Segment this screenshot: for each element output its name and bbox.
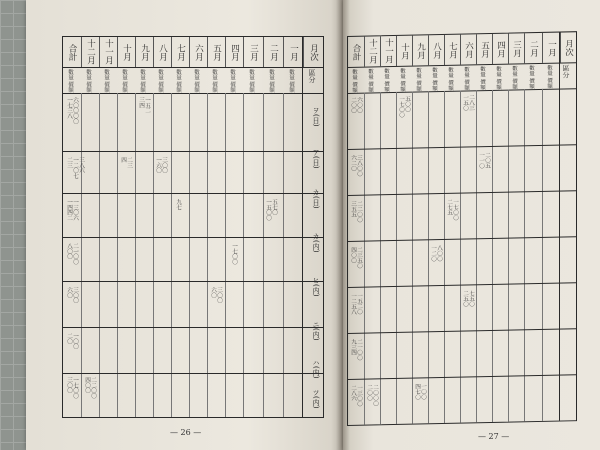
row-divider <box>63 193 323 194</box>
cell-value: 二三五〇 四〇〇 <box>350 246 362 269</box>
col-divider <box>99 93 100 417</box>
cell-value: 五〇〇 一七〇〇 <box>398 95 410 118</box>
cell-value: 二一〇〇 八〇〇 <box>66 243 78 265</box>
row-label-1: ヲ(日) <box>312 107 320 127</box>
col-divider <box>508 90 509 422</box>
left-header-month-3: 三月 <box>243 37 263 67</box>
sub-header-m4: 數量 價額 <box>495 65 501 90</box>
right-label-header: 區分 <box>562 64 570 79</box>
row-label-2: ア(日) <box>312 149 320 169</box>
cell-value: 一〇〇 二〇 <box>66 333 78 350</box>
cell-value: 三〇〇 一六〇 <box>155 157 167 174</box>
right-header-month-10: 十月 <box>396 36 412 66</box>
right-row-label-column <box>559 32 576 420</box>
sub-header-m8: 數量 價額 <box>157 69 163 93</box>
left-header-month-6: 六月 <box>189 37 207 67</box>
cell-value: 一七〇〇 <box>231 243 237 265</box>
cell-value: 一三〇〇 二八六 <box>350 384 362 407</box>
cell-value: 三八六 一二〇七 二三 <box>66 157 84 179</box>
right-header-month-11: 十一月 <box>380 36 396 66</box>
col-divider <box>444 91 445 423</box>
sub-header-m10: 數量 價額 <box>121 69 127 93</box>
col-divider <box>364 93 365 425</box>
col-divider <box>412 92 413 424</box>
right-header-month-3: 三月 <box>508 33 524 63</box>
row-divider <box>63 281 323 282</box>
sub-header-m5: 數量 價額 <box>211 69 217 93</box>
cell-value: 三〇〇 六〇 <box>66 287 78 304</box>
sub-header-total: 數量 價額 <box>351 68 357 93</box>
right-header-month-6: 六月 <box>460 34 476 64</box>
right-header-total: 合計 <box>351 43 361 61</box>
col-divider <box>428 91 429 423</box>
col-divider <box>225 93 226 417</box>
left-header-month-11: 十一月 <box>99 37 117 67</box>
col-divider <box>207 93 208 417</box>
cell-value: 二三 四 <box>120 157 132 168</box>
row-label-6: ニ(内) <box>312 321 320 341</box>
right-page-number: — 27 — <box>478 432 510 441</box>
cell-value: 一七〇〇 三〇〇 <box>66 377 78 399</box>
sub-header-m2: 數量 價額 <box>528 65 534 89</box>
row-label-4: カ(内) <box>312 233 320 253</box>
cell-value: 三〇〇 六〇 <box>210 287 222 304</box>
sub-header-m9: 數量 價額 <box>415 67 421 92</box>
sub-header-m7: 數量 價額 <box>447 66 453 91</box>
left-statistics-table <box>62 36 324 418</box>
col-divider <box>171 93 172 417</box>
cell-value: 七五〇 二五〇 <box>462 290 474 307</box>
right-header-month-12: 十二月 <box>364 36 380 66</box>
col-divider <box>283 93 284 417</box>
col-divider <box>492 90 493 422</box>
sub-header-m11: 數量 價額 <box>103 69 109 93</box>
left-quantity-value-subheader <box>63 67 323 94</box>
sub-header-m4: 數量 價額 <box>229 69 235 93</box>
left-header-category: 月次 <box>303 37 323 67</box>
cell-value: 二二〇〇 四〇〇 <box>84 377 96 399</box>
row-label-7: ハ(内) <box>312 359 320 379</box>
cell-value: 一七〇〇 二七五 <box>446 198 458 221</box>
right-header-month-4: 四月 <box>492 34 508 64</box>
cell-value: 六〇〇〇〇 一七三八 <box>66 97 78 124</box>
cell-value: 一三〇六 一四四二 <box>66 199 78 221</box>
cell-value: 二〇〇〇 二〇〇 <box>366 384 378 407</box>
sub-header-m12: 數量 價額 <box>367 68 373 93</box>
cell-value: 六〇〇 二〇〇 <box>350 96 362 114</box>
sub-header-m10: 數量 價額 <box>399 67 405 92</box>
col-divider <box>189 93 190 417</box>
col-divider <box>81 93 82 417</box>
col-divider <box>460 91 461 423</box>
left-header-month-7: 七月 <box>171 37 189 67</box>
col-divider <box>476 90 477 422</box>
right-header-month-9: 九月 <box>412 35 428 65</box>
sub-header-m9: 數量 價額 <box>139 69 145 93</box>
left-header-month-1: 一月 <box>283 37 303 67</box>
col-divider <box>153 93 154 417</box>
sub-header-m1: 數量 價額 <box>546 64 552 89</box>
row-label-5: ヒ(内) <box>312 277 320 297</box>
cell-value: 九七 <box>175 199 181 210</box>
right-header-category: 月次 <box>560 32 576 62</box>
left-header-month-4: 四月 <box>225 37 243 67</box>
col-divider <box>117 93 118 417</box>
cell-value: 一五二 三四 <box>138 97 150 114</box>
cell-value: 三八〇〇 六二〇 <box>350 154 362 177</box>
sub-header-m12: 數量 價額 <box>85 69 91 93</box>
cell-value: 二一〇〇 九三四 <box>350 338 362 361</box>
sub-header-total: 數量 價額 <box>67 69 73 93</box>
col-divider <box>243 93 244 417</box>
sub-header-m11: 數量 價額 <box>383 68 389 92</box>
col-divider <box>396 92 397 424</box>
cell-value: 五七〇 一五〇〇 <box>265 199 277 221</box>
right-header-month-7: 七月 <box>444 35 460 65</box>
sub-header-m5: 數量 價額 <box>479 66 485 90</box>
left-month-header-row <box>63 37 323 68</box>
left-label-header: 區分 <box>308 69 316 83</box>
right-header-month-8: 八月 <box>428 35 444 65</box>
sub-header-m6: 數量 價額 <box>193 69 199 93</box>
col-divider <box>524 89 525 421</box>
col-divider <box>380 92 381 424</box>
sub-header-m8: 數量 價額 <box>431 67 437 91</box>
right-statistics-table <box>347 31 577 426</box>
right-header-month-2: 二月 <box>524 33 542 63</box>
col-divider <box>135 93 136 417</box>
cell-value: 二二〇〇 三五五 <box>350 200 362 223</box>
row-divider <box>63 373 323 374</box>
cell-value: 一〇〇 四七〇 <box>414 383 426 400</box>
sub-header-m7: 數量 價額 <box>175 69 181 93</box>
row-divider <box>63 237 323 238</box>
cell-value: 二〇五 一一〇 <box>478 152 490 169</box>
col-divider <box>542 89 543 421</box>
cell-value: 八〇〇 一二〇 <box>430 245 442 262</box>
left-header-month-10: 十月 <box>117 37 135 67</box>
cell-value: 一五二〇 一二五八 <box>350 292 362 315</box>
sub-header-m1: 數量 價額 <box>288 69 294 93</box>
row-divider <box>63 151 323 152</box>
left-header-month-12: 十二月 <box>81 37 99 67</box>
left-header-month-5: 五月 <box>207 37 225 67</box>
col-divider <box>263 93 264 417</box>
sub-header-m2: 數量 價額 <box>268 69 274 93</box>
cell-value: 二八三 一五〇 <box>462 94 474 111</box>
left-header-month-9: 九月 <box>135 37 153 67</box>
row-label-3: カ(日) <box>312 189 320 209</box>
right-header-month-5: 五月 <box>476 34 492 64</box>
sub-header-m3: 數量 價額 <box>248 69 254 93</box>
row-divider <box>63 327 323 328</box>
left-header-total: 合計 <box>67 43 77 61</box>
sub-header-m6: 數量 價額 <box>463 66 469 91</box>
sub-header-m3: 數量 價額 <box>511 65 517 90</box>
right-header-month-1: 一月 <box>542 33 560 63</box>
left-header-month-2: 二月 <box>263 37 283 67</box>
left-header-month-8: 八月 <box>153 37 171 67</box>
row-label-8: ツ(内) <box>312 389 320 409</box>
left-page-number: — 26 — <box>170 428 202 437</box>
left-row-label-column <box>302 37 323 417</box>
